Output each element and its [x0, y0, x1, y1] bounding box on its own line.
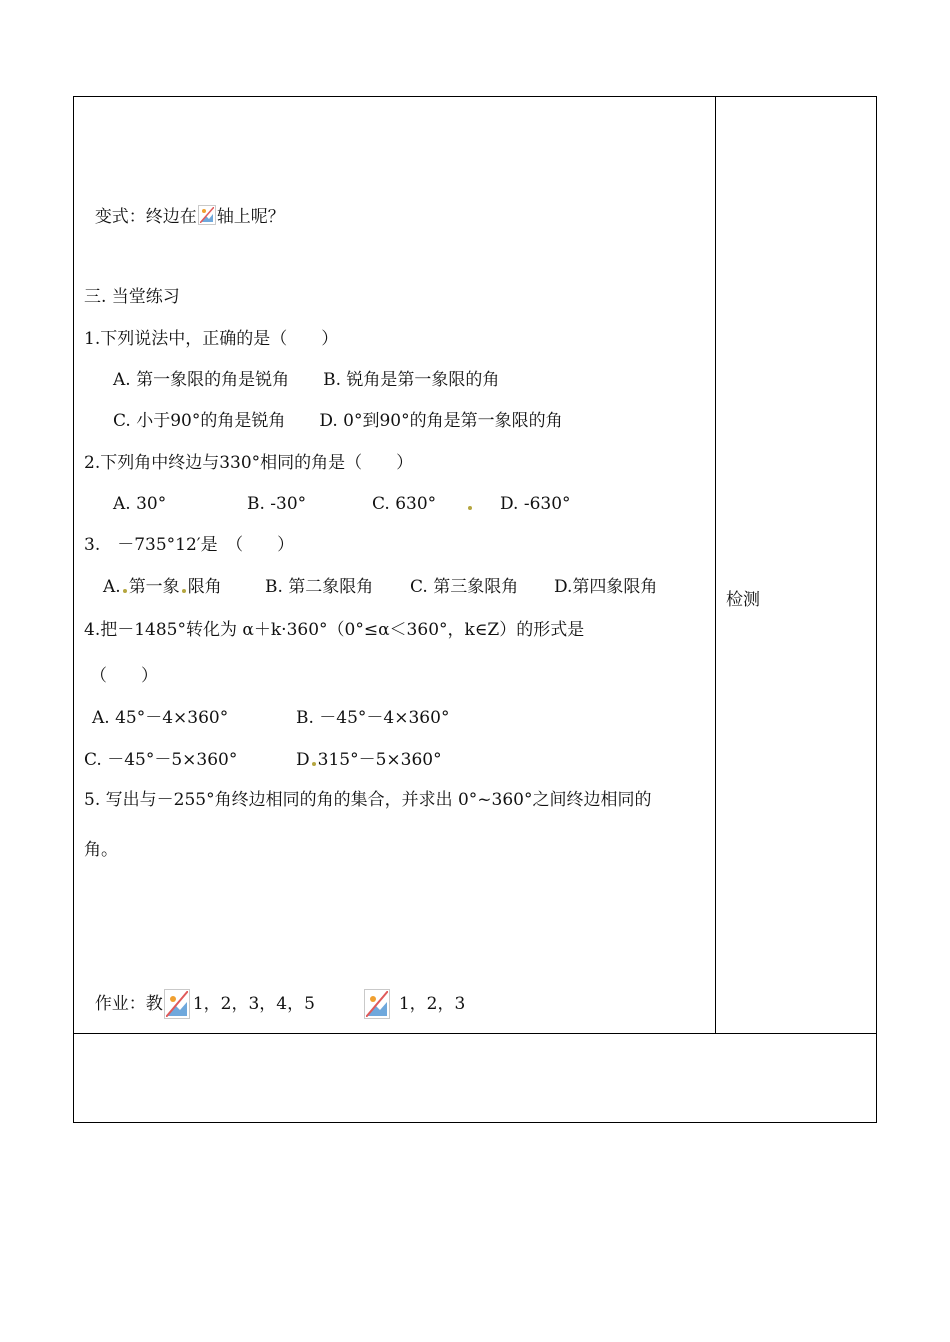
side-column-label: 检测: [726, 590, 760, 610]
q3-option-a-text: 第一象: [128, 577, 180, 597]
q1-options-ab: A. 第一象限的角是锐角 B. 锐角是第一象限的角: [113, 370, 500, 390]
table-top-border: [73, 96, 877, 97]
broken-image-icon: [164, 989, 190, 1019]
q4-option-a: A. 45°－4×360°: [92, 708, 229, 728]
decorative-dot: [312, 762, 316, 766]
table-column-divider: [715, 96, 716, 1034]
q4-option-b: B. －45°－4×360°: [296, 708, 450, 728]
q4-option-d-text: 315°－5×360°: [317, 750, 442, 770]
table-right-border: [876, 96, 877, 1123]
homework-line-2: [352, 969, 465, 1019]
decorative-dot: [123, 589, 127, 593]
q4-option-c: C. －45°－5×360°: [84, 750, 238, 770]
homework-line: [84, 969, 315, 1019]
q5-line2: 角。: [84, 840, 118, 860]
variant-question: [84, 185, 285, 227]
q4-option-d: [296, 750, 442, 770]
q2-stem: 2.下列角中终边与330°相同的角是（ ）: [84, 453, 414, 473]
q2-option-a: A. 30°: [113, 494, 167, 514]
q1-options-cd: C. 小于90°的角是锐角 D. 0°到90°的角是第一象限的角: [113, 411, 563, 431]
section-title: 三. 当堂练习: [84, 287, 180, 307]
broken-image-icon: [364, 989, 390, 1019]
q2-option-b: B. -30°: [247, 494, 307, 514]
q3-option-c: C. 第三象限角: [410, 577, 519, 597]
q5-line1: 5. 写出与－255°角终边相同的角的集合，并求出 0°~360°之间终边相同的: [84, 790, 652, 810]
q2-option-c: C. 630°: [372, 494, 437, 514]
decorative-dot: [182, 589, 186, 593]
q3-option-d: D.第四象限角: [554, 577, 658, 597]
q4-option-d-prefix: D: [296, 750, 310, 770]
variant-text-pre: 变式：终边在: [94, 207, 197, 227]
decorative-dot: [466, 494, 474, 514]
q1-stem: 1.下列说法中，正确的是（ ）: [84, 329, 339, 349]
variant-text-post: 轴上呢？: [216, 207, 285, 227]
q3-option-a: [103, 577, 222, 597]
table-row-divider: [73, 1033, 877, 1034]
q4-stem: 4.把－1485°转化为 α＋k·360°（0°≤α＜360°，k∈Z）的形式是: [84, 620, 585, 640]
q3-option-a-prefix: A.: [103, 577, 121, 597]
q2-option-d: D. -630°: [500, 494, 571, 514]
broken-image-icon: [198, 205, 216, 225]
homework-items-2: 1，2，3: [398, 994, 466, 1014]
q3-stem: 3. －735°12′是 （ ）: [84, 535, 295, 555]
table-bottom-border: [73, 1122, 877, 1123]
q4-paren: （ ）: [90, 666, 158, 686]
q3-option-a-suffix: 限角: [187, 577, 222, 597]
homework-label: 作业：教: [94, 994, 163, 1014]
homework-items-1: 1，2，3，4，5: [192, 994, 315, 1014]
q3-option-b: B. 第二象限角: [265, 577, 374, 597]
table-left-border: [73, 96, 74, 1123]
